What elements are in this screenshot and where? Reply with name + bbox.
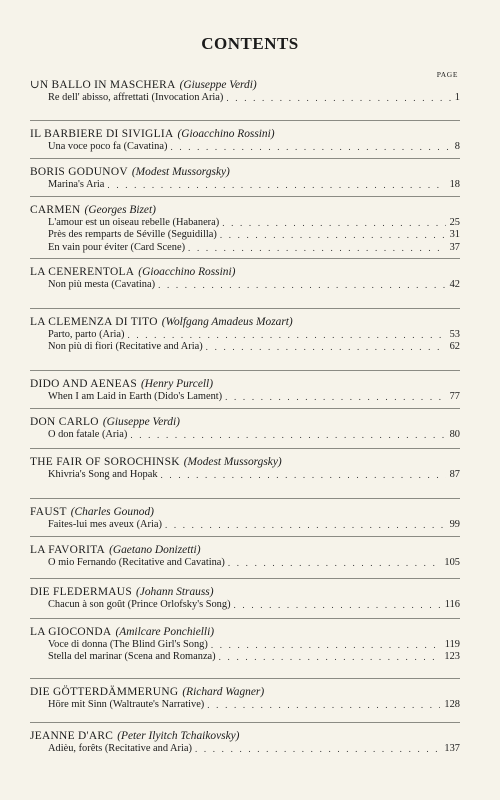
contents-entry — [30, 370, 460, 403]
page-number: 53 — [449, 329, 460, 340]
dot-leader — [195, 743, 440, 755]
section-divider — [30, 308, 460, 309]
section-divider — [30, 578, 460, 579]
opera-heading — [30, 315, 460, 329]
aria-row — [30, 639, 460, 651]
aria-title: O mio Fernando (Recitative and Cavatina) — [48, 557, 225, 568]
opera-heading — [30, 415, 460, 429]
page-number: 87 — [449, 469, 460, 480]
page-number: 18 — [449, 179, 460, 190]
dot-leader — [130, 429, 445, 441]
aria-row — [30, 599, 460, 611]
page-number: 105 — [444, 557, 460, 568]
aria-title: Près des remparts de Séville (Seguidilla) — [48, 229, 217, 241]
section-divider — [30, 196, 460, 197]
aria-row — [30, 179, 460, 191]
contents-entry — [30, 78, 460, 104]
composer-name: (Gioacchino Rossini) — [177, 128, 275, 140]
opera-heading — [30, 203, 460, 217]
opera-heading — [30, 729, 460, 743]
dot-leader — [165, 519, 446, 531]
composer-name: (Giuseppe Verdi) — [102, 416, 180, 428]
page-number: 62 — [449, 341, 460, 353]
page-number: 77 — [449, 391, 460, 402]
contents-entry — [30, 120, 460, 153]
composer-name: (Charles Gounod) — [70, 506, 154, 518]
contents-entry — [30, 408, 460, 441]
aria-title: L'amour est un oiseau rebelle (Habanera) — [48, 217, 220, 228]
composer-name: (Peter Ilyitch Tchaikovsky) — [117, 730, 240, 742]
section-divider — [30, 678, 460, 679]
opera-title: DIE GÖTTERDÄMMERUNG — [30, 686, 179, 698]
page-number: 8 — [454, 141, 460, 152]
aria-row — [30, 341, 460, 353]
page-number: 37 — [449, 241, 460, 253]
dot-leader — [127, 329, 445, 341]
aria-row — [30, 329, 460, 341]
aria-title: Stella del marinar (Scena and Romanza) — [48, 651, 216, 663]
aria-row — [30, 469, 460, 481]
dot-leader — [211, 639, 441, 651]
composer-name: (Modest Mussorgsky) — [131, 166, 230, 178]
section-divider — [30, 448, 460, 449]
opera-title: DIDO AND AENEAS — [30, 378, 138, 390]
aria-title: Non più di fiori (Recitative and Aria) — [48, 341, 203, 353]
page-number: 31 — [449, 229, 460, 241]
page-number: 119 — [444, 639, 460, 650]
dot-leader — [219, 651, 441, 663]
dot-leader — [234, 599, 441, 611]
page-number: 137 — [444, 743, 460, 754]
aria-row — [30, 279, 460, 291]
page-title: CONTENTS — [201, 34, 299, 53]
opera-title: DIE FLEDERMAUS — [30, 586, 132, 598]
opera-heading — [30, 265, 460, 279]
aria-row — [30, 429, 460, 441]
opera-title: LA CLEMENZA DI TITO — [30, 316, 158, 328]
composer-name: (Amilcare Ponchielli) — [115, 626, 215, 638]
opera-title: THE FAIR OF SOROCHINSK — [30, 456, 180, 468]
aria-title: O don fatale (Aria) — [48, 429, 128, 440]
aria-title: Khivria's Song and Hopak — [48, 469, 158, 480]
dot-leader — [207, 699, 440, 711]
contents-entry — [30, 308, 460, 354]
composer-name: (Henry Purcell) — [141, 378, 214, 390]
dot-leader — [161, 469, 446, 481]
contents-entry — [30, 722, 460, 755]
dot-leader — [158, 279, 446, 291]
page-column-label: PAGE — [436, 70, 458, 79]
page-number: 123 — [444, 651, 460, 663]
section-divider — [30, 370, 460, 371]
composer-name: (Johann Strauss) — [135, 586, 214, 598]
section-divider — [30, 498, 460, 499]
aria-title: Faites-lui mes aveux (Aria) — [48, 519, 162, 530]
section-divider — [30, 408, 460, 409]
aria-title: En vain pour éviter (Card Scene) — [48, 241, 186, 253]
dot-leader — [225, 391, 445, 403]
section-divider — [30, 618, 460, 619]
composer-name: (Modest Mussorgsky) — [183, 456, 282, 468]
aria-title: Marina's Aria — [48, 179, 105, 190]
opera-heading — [30, 377, 460, 391]
aria-title: When I am Laid in Earth (Dido's Lament) — [48, 391, 223, 402]
opera-title: BORIS GODUNOV — [30, 166, 128, 178]
aria-row — [30, 242, 460, 254]
aria-title: Una voce poco fa (Cavatina) — [48, 141, 168, 152]
contents-entry — [30, 196, 460, 254]
aria-title: Voce di donna (The Blind Girl's Song) — [48, 639, 208, 650]
section-divider — [30, 536, 460, 537]
composer-name: (Richard Wagner) — [182, 686, 265, 698]
dot-leader — [107, 179, 445, 191]
dot-leader — [226, 92, 450, 104]
page-number: 128 — [444, 699, 460, 710]
contents-entry — [30, 578, 460, 611]
section-divider — [30, 158, 460, 159]
opera-heading — [30, 127, 460, 141]
page-number: 116 — [444, 599, 460, 610]
aria-row — [30, 699, 460, 711]
page-number: 80 — [449, 429, 460, 440]
page-number: 25 — [449, 217, 460, 228]
composer-name: (Giuseppe Verdi) — [179, 79, 257, 91]
composer-name: (Gioacchino Rossini) — [138, 266, 236, 278]
aria-row — [30, 519, 460, 531]
opera-heading — [30, 505, 460, 519]
aria-row — [30, 743, 460, 755]
opera-title: CARMEN — [30, 204, 81, 216]
contents-entry — [30, 536, 460, 569]
opera-title: DON CARLO — [30, 416, 99, 428]
aria-title: Adièu, forêts (Recitative and Aria) — [48, 743, 192, 754]
dot-leader — [220, 229, 446, 241]
opera-title: FAUST — [30, 506, 67, 518]
composer-name: (Georges Bizet) — [84, 204, 156, 216]
contents-entry — [30, 498, 460, 531]
contents-entry — [30, 448, 460, 481]
aria-title: Höre mit Sinn (Waltraute's Narrative) — [48, 699, 205, 710]
opera-heading — [30, 455, 460, 469]
aria-title: Re dell' abisso, affrettati (Invocation Aria) — [48, 92, 224, 103]
opera-title: LA FAVORITA — [30, 544, 106, 556]
aria-title: Chacun à son goût (Prince Orlofsky's Song) — [48, 599, 231, 610]
aria-row — [30, 391, 460, 403]
aria-row — [30, 217, 460, 229]
aria-row — [30, 141, 460, 153]
composer-name: (Wolfgang Amadeus Mozart) — [161, 316, 293, 328]
composer-name: (Gaetano Donizetti) — [109, 544, 201, 556]
section-divider — [30, 258, 460, 259]
opera-heading — [30, 685, 460, 699]
dot-leader — [206, 341, 446, 353]
opera-heading — [30, 585, 460, 599]
section-divider — [30, 120, 460, 121]
dot-leader — [222, 217, 445, 229]
opera-heading — [30, 78, 460, 92]
opera-title: LA GIOCONDA — [30, 626, 112, 638]
contents-entry — [30, 258, 460, 291]
opera-title: IL BARBIERE DI SIVIGLIA — [30, 128, 174, 140]
contents-entry — [30, 678, 460, 711]
section-divider — [30, 722, 460, 723]
contents-entry — [30, 158, 460, 191]
aria-title: Non più mesta (Cavatina) — [48, 279, 156, 290]
opera-title: ∪N BALLO IN MASCHERA — [30, 79, 176, 91]
aria-row — [30, 92, 460, 104]
opera-heading — [30, 165, 460, 179]
contents-entry — [30, 618, 460, 664]
aria-title: Parto, parto (Aria) — [48, 329, 125, 340]
opera-title: LA CENERENTOLA — [30, 266, 135, 278]
dot-leader — [188, 242, 446, 254]
page-number: 42 — [449, 279, 460, 290]
page-number: 99 — [449, 519, 460, 530]
opera-title: JEANNE D'ARC — [30, 730, 114, 742]
aria-row — [30, 229, 460, 241]
page-number: 1 — [454, 92, 460, 103]
aria-row — [30, 557, 460, 569]
dot-leader — [170, 141, 450, 153]
opera-heading — [30, 543, 460, 557]
opera-heading — [30, 625, 460, 639]
dot-leader — [228, 557, 441, 569]
aria-row — [30, 651, 460, 663]
